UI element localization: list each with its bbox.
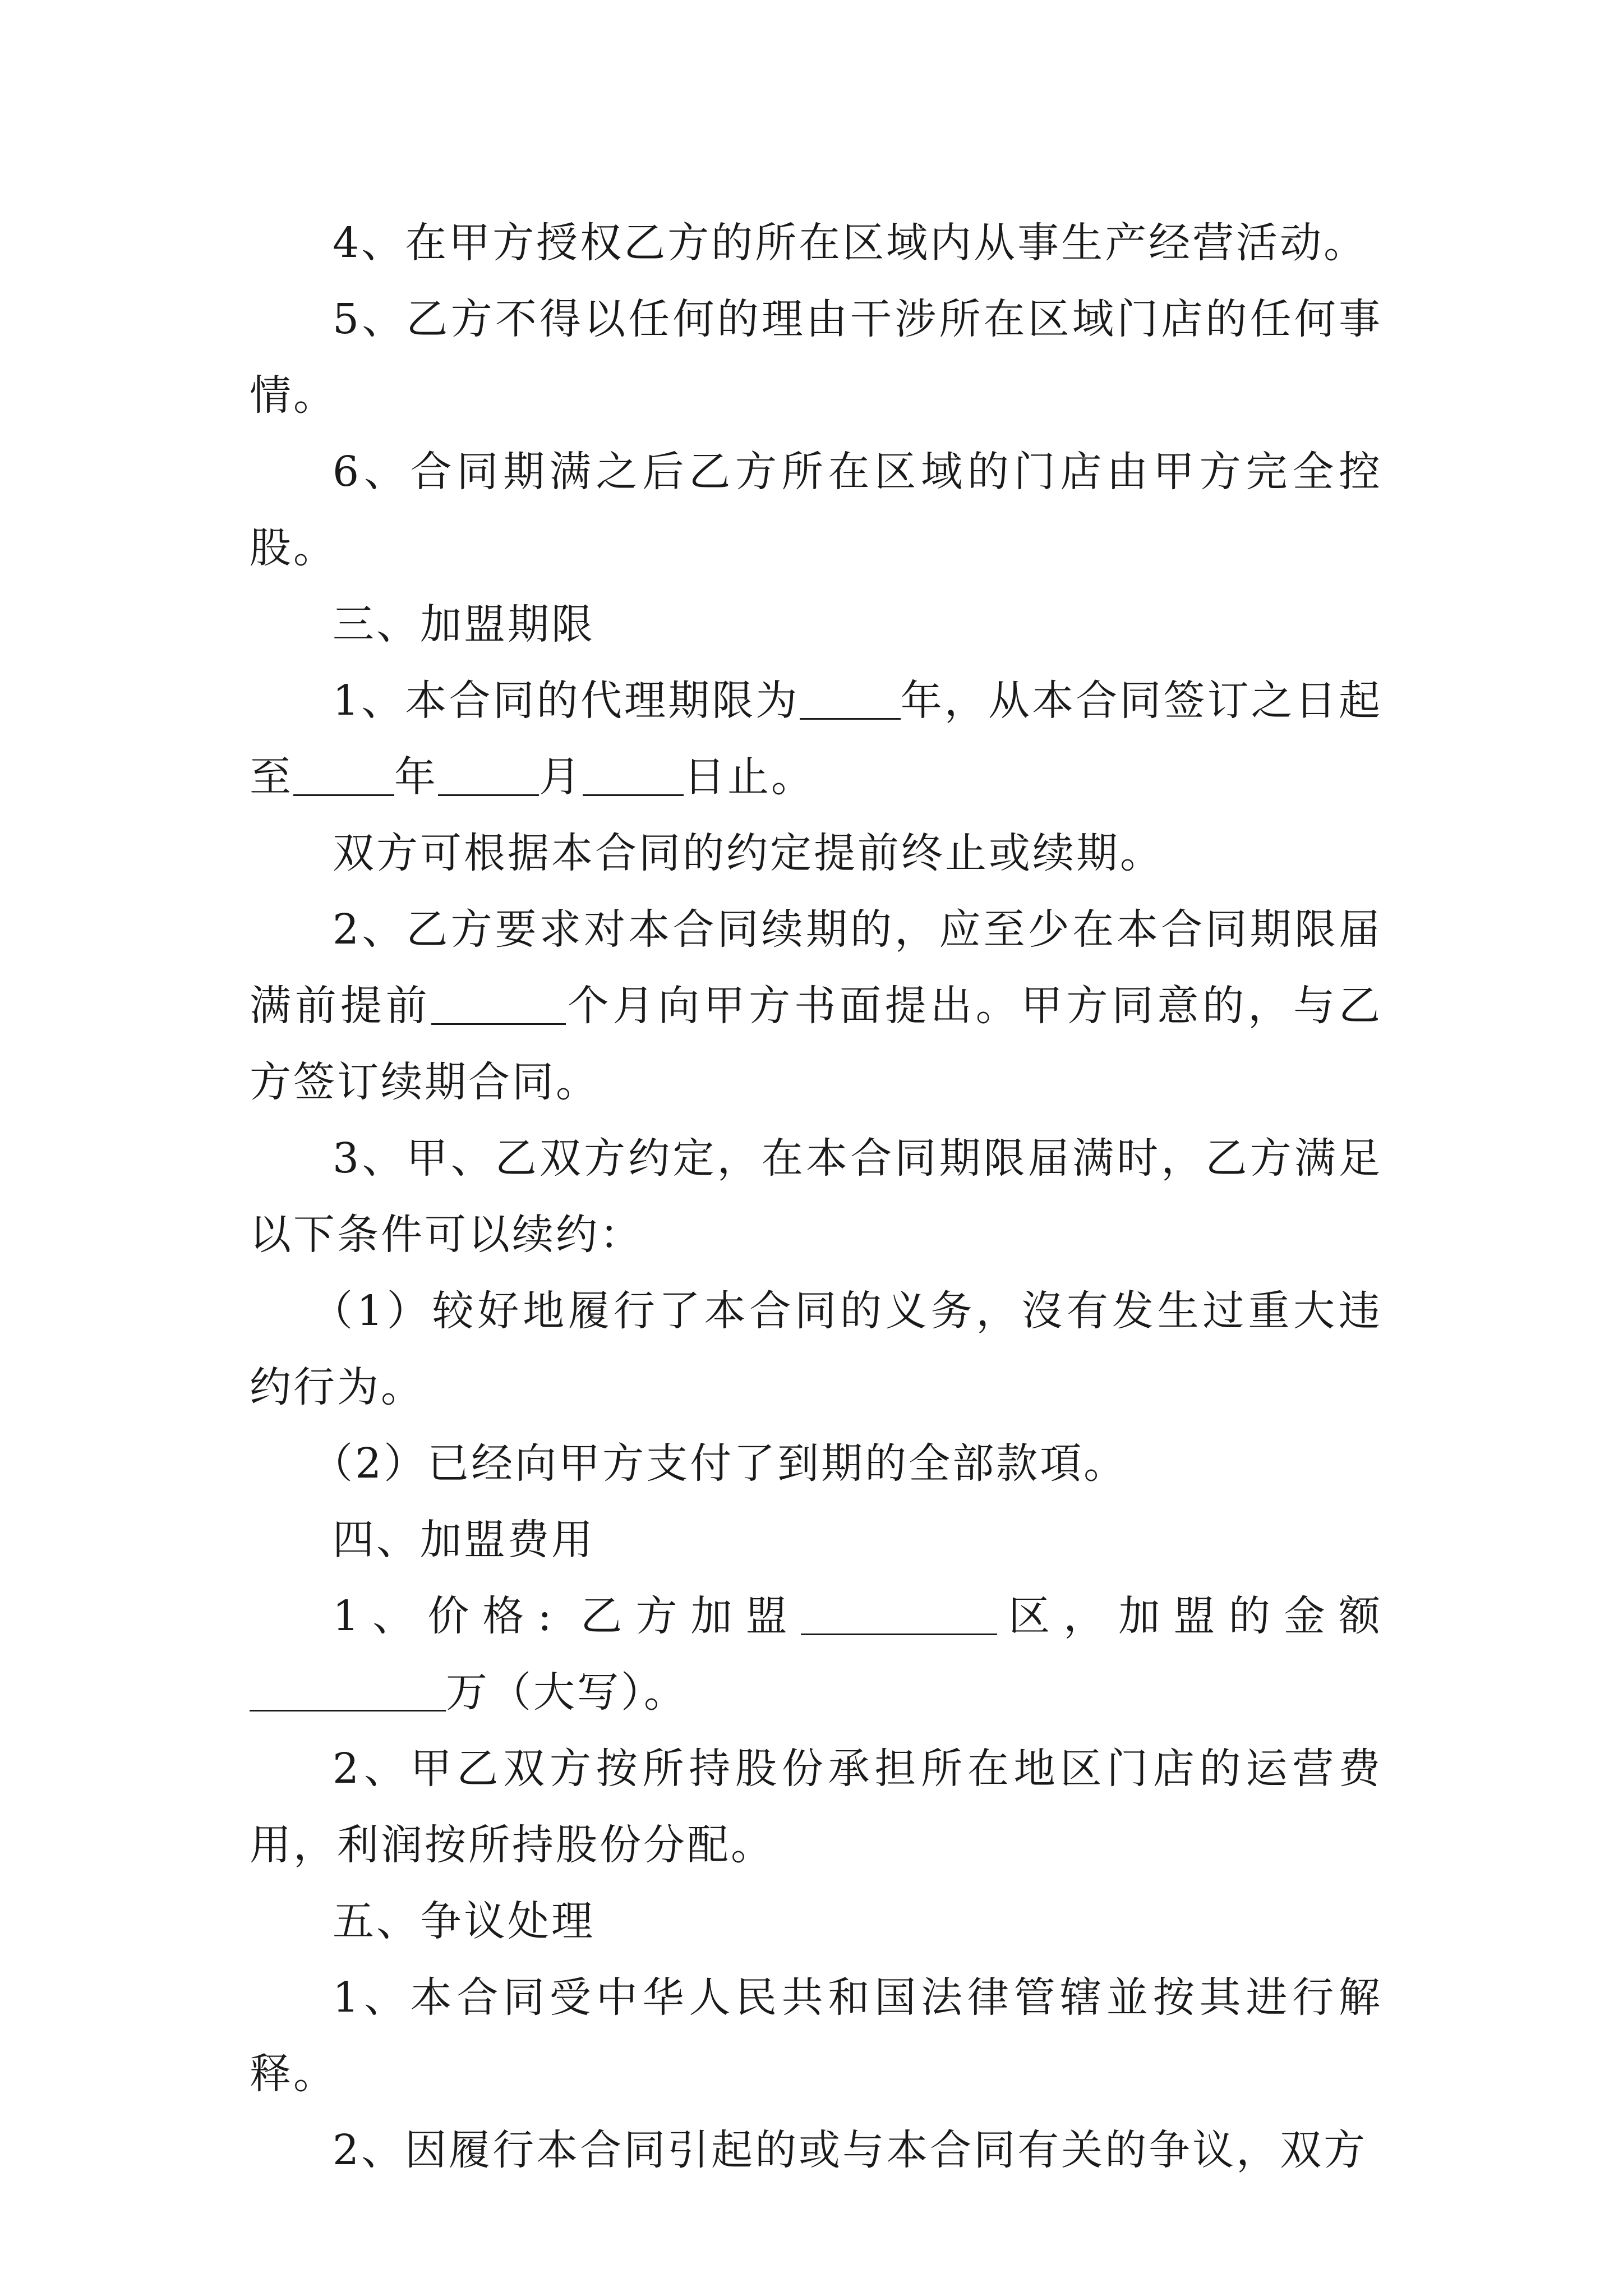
clause-5: 5、乙方不得以任何的理由干涉所在区域门店的任何事情。 (250, 295, 1382, 420)
region-blank (801, 1592, 997, 1635)
term-clause-1-text-e: 日止。 (684, 753, 815, 801)
term-clause-1-text-a: 1、本合同的代理期限为 (333, 677, 800, 725)
fees-clause-1-text-c: 万（大写）。 (446, 1668, 688, 1717)
amount-blank (250, 1668, 446, 1711)
term-note: 双方可根据本合同的约定提前终止或续期。 (333, 829, 1164, 877)
clause-6: 6、合同期满之后乙方所在区域的门店由甲方完全控股。 (250, 448, 1382, 572)
end-year-blank (293, 753, 394, 796)
end-month-blank (438, 753, 539, 796)
term-clause-1-text-d: 月 (539, 753, 583, 801)
fees-clause-1 (250, 1578, 1382, 1731)
term-clause-1-text-c: 年 (394, 753, 438, 801)
term-clause-1 (250, 662, 1382, 815)
end-day-blank (583, 753, 684, 796)
section-heading-fees: 四、加盟费用 (333, 1516, 595, 1564)
dispute-clause-1: 1、本合同受中华人民共和国法律管辖並按其进行解释。 (250, 1973, 1382, 2098)
term-clause-2 (250, 891, 1382, 1120)
section-heading-term: 三、加盟期限 (333, 600, 595, 648)
dispute-clause-2: 2、因履行本合同引起的或与本合同有关的争议，双方 (333, 2126, 1368, 2174)
fees-clause-1-text-b: 区，加盟的金额 (997, 1592, 1382, 1640)
term-clause-1-text-b: 年，从本合同签订之日起至 (250, 677, 1382, 801)
term-clause-2-text-b: 个月向甲方书面提出。甲方同意的，与乙方签订续期合同。 (250, 982, 1383, 1106)
document-body (250, 205, 1382, 2188)
fees-clause-1-text-a: 1、价格: 乙方加盟 (333, 1592, 801, 1640)
months-blank (431, 982, 566, 1025)
fees-clause-2: 2、甲乙双方按所持股份承担所在地区门店的运营费用，利润按所持股份分配。 (250, 1745, 1382, 1869)
term-clause-2-text-a: 2、乙方要求对本合同续期的，应至少在本合同期限届满前提前 (250, 905, 1382, 1030)
section-heading-disputes: 五、争议处理 (333, 1897, 595, 1945)
renewal-condition-1: （1）较好地履行了本合同的义务，沒有发生过重大违约行为。 (250, 1287, 1382, 1411)
clause-4: 4、在甲方授权乙方的所在区域内从事生产经营活动。 (333, 219, 1368, 267)
renewal-condition-2: （2）已经向甲方支付了到期的全部款項。 (311, 1439, 1128, 1488)
years-blank (800, 677, 901, 720)
term-clause-3: 3、甲、乙双方约定，在本合同期限届满时，乙方满足以下条件可以续约： (250, 1134, 1382, 1259)
